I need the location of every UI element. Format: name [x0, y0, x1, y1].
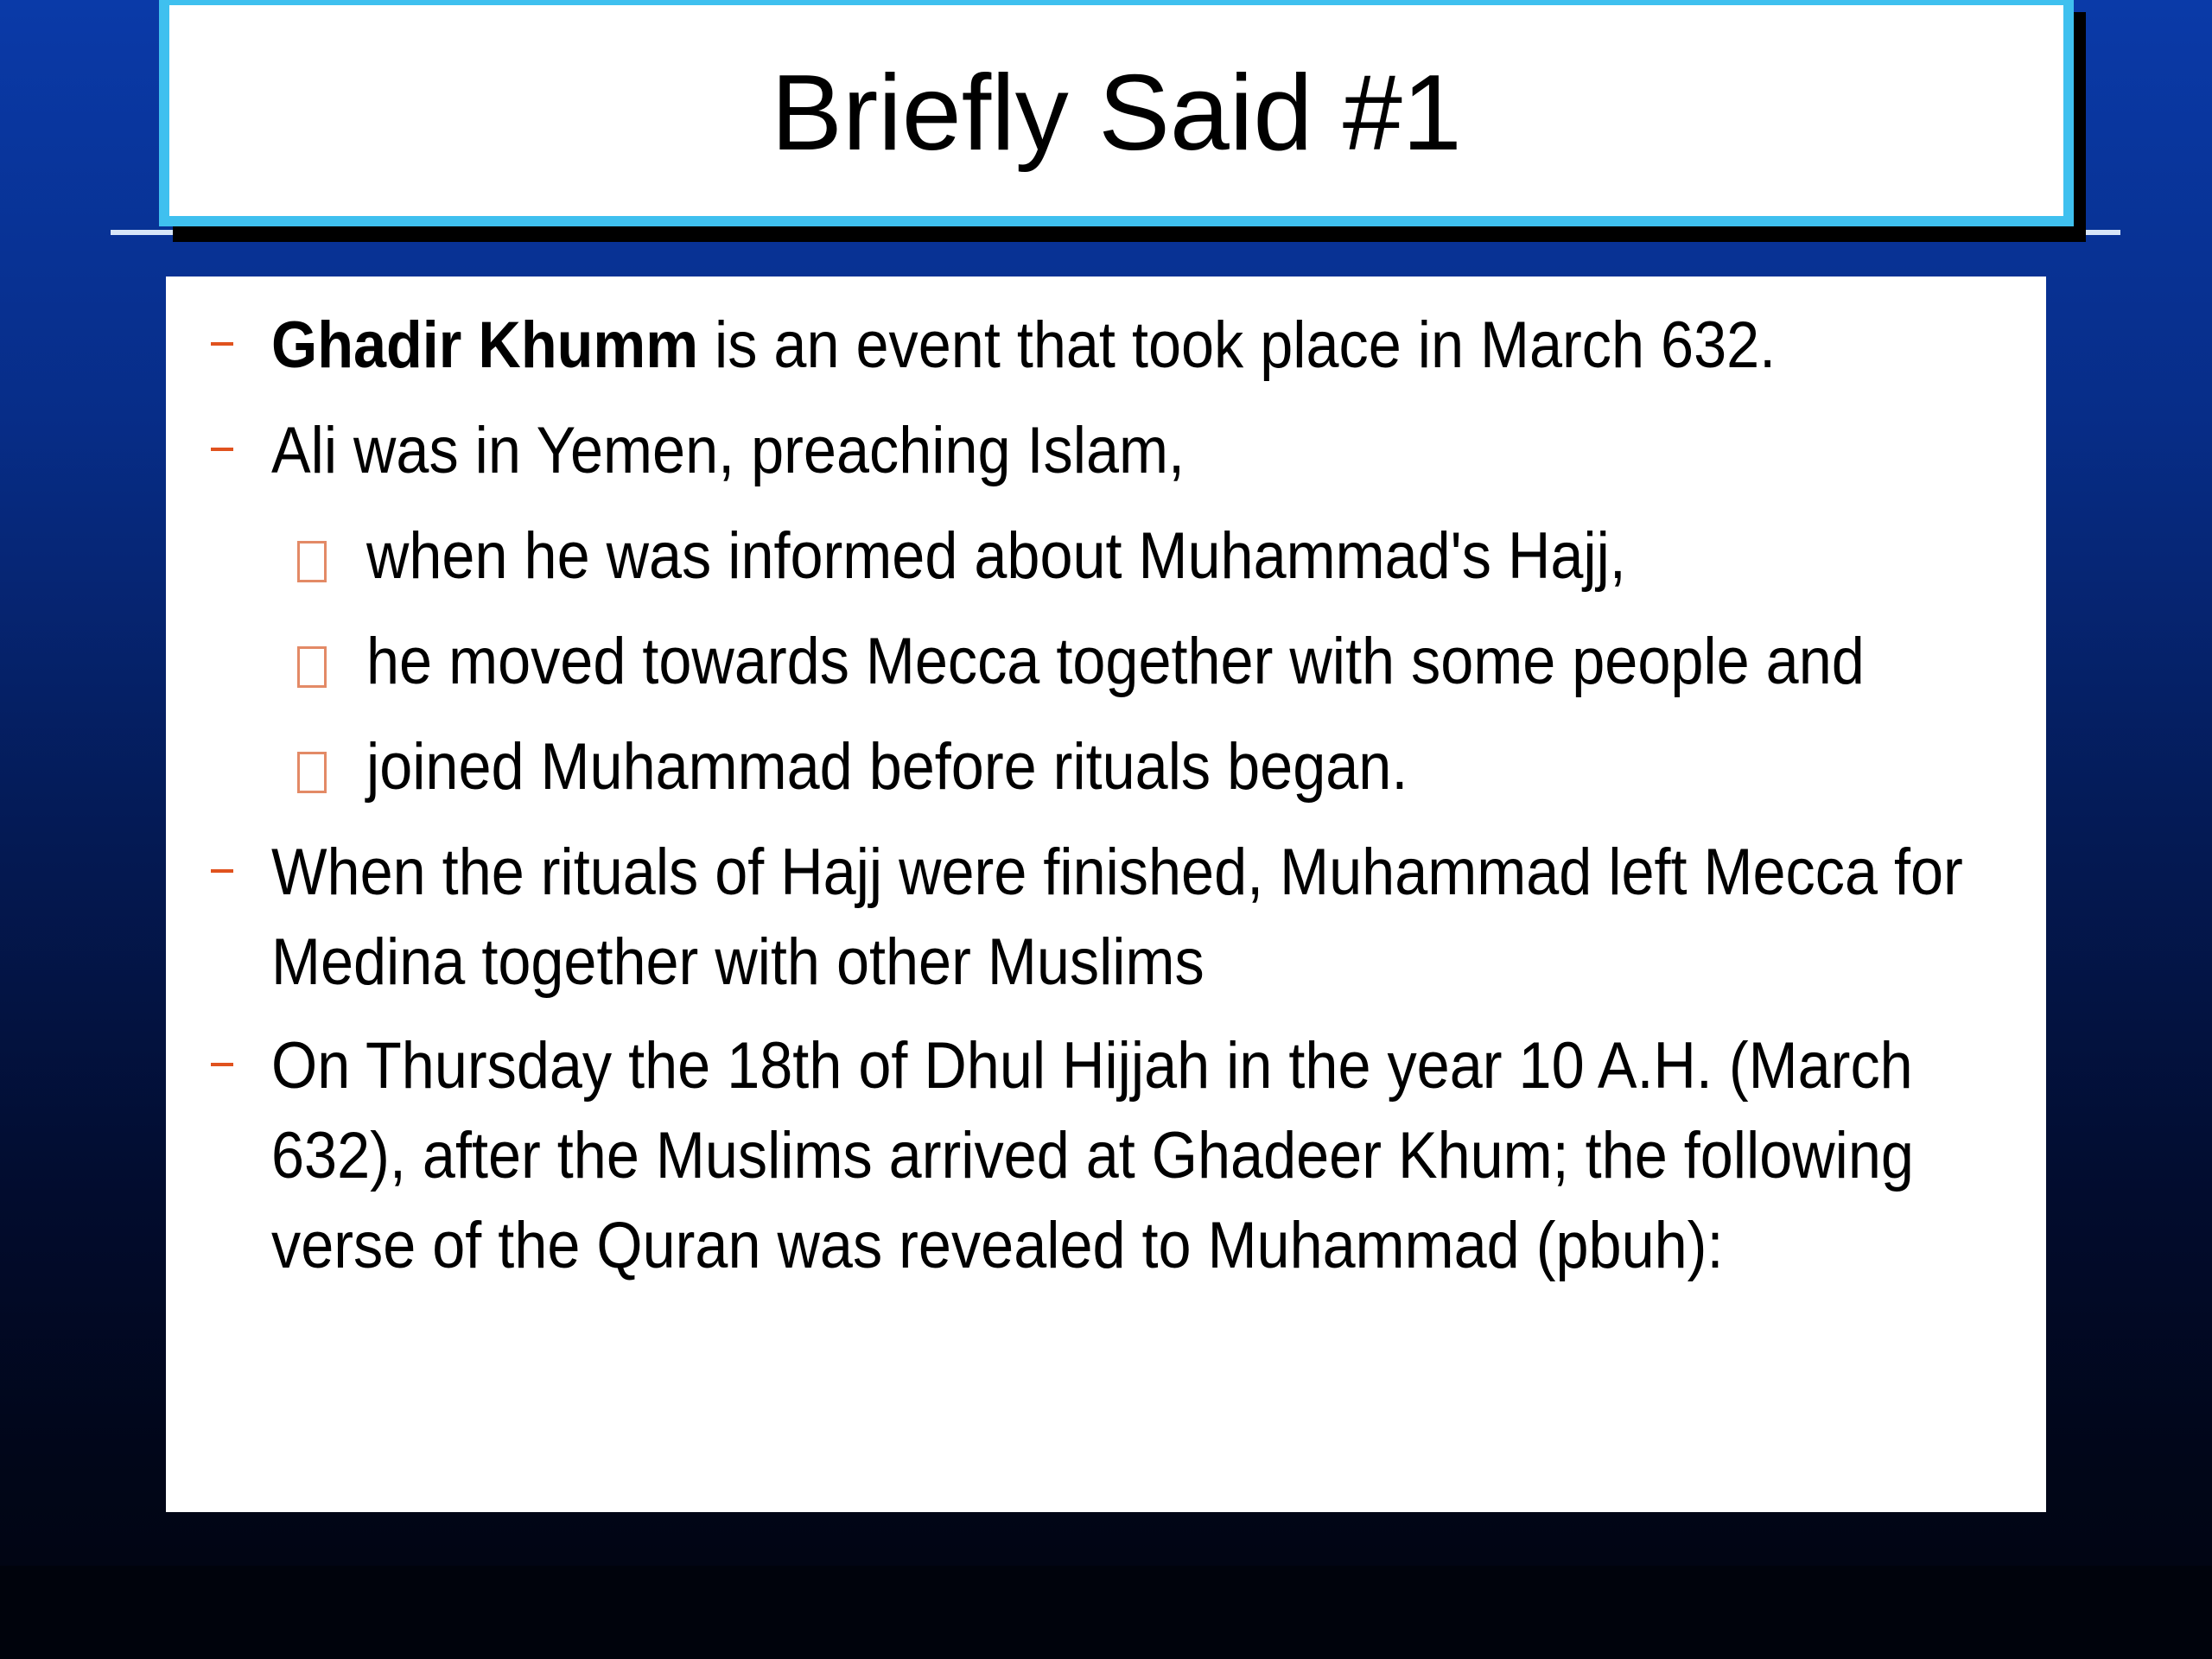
- dash-bullet-icon: [211, 342, 233, 346]
- bullet-text-line: 632), after the Muslims arrived at Ghadeer Khum; the following: [271, 1119, 1914, 1192]
- bullet-text-line: Medina together with other Muslims: [271, 925, 1205, 999]
- bullet-bold-term: Ghadir Khumm: [271, 308, 699, 382]
- bullet-text-line: When the rituals of Hajj were finished, Muhammad left Mecca for: [271, 836, 1963, 909]
- slide-bottom-band: [0, 1566, 2212, 1659]
- dash-bullet-icon: [211, 1063, 233, 1066]
- dash-bullet-icon: [211, 869, 233, 873]
- sub-bullet-text: when he was informed about Muhammad's Hajj,: [366, 519, 1626, 593]
- bullet-text: Ali was in Yemen, preaching Islam,: [271, 414, 1185, 487]
- slide-title: Briefly Said #1: [771, 54, 1462, 173]
- bullet-text: [271, 301, 1850, 391]
- title-box: [159, 0, 2074, 226]
- sub-bullet-text: he moved towards Mecca together with some people and: [366, 625, 1865, 698]
- dash-bullet-icon: [211, 448, 233, 451]
- square-bullet-icon: [297, 752, 327, 793]
- bullet-text: [271, 1021, 1914, 1291]
- bullet-text-line: verse of the Quran was revealed to Muhammad (pbuh):: [271, 1209, 1724, 1282]
- square-bullet-icon: [297, 541, 327, 582]
- sub-bullet-text: joined Muhammad before rituals began.: [366, 730, 1408, 804]
- bullet-text: [271, 828, 1963, 1007]
- bullet-text-line: On Thursday the 18th of Dhul Hijjah in the year 10 A.H. (March: [271, 1029, 1913, 1103]
- square-bullet-icon: [297, 646, 327, 688]
- bullet-text-rest: is an event that took place in March 632.: [698, 308, 1777, 382]
- content-panel: [166, 276, 2046, 1512]
